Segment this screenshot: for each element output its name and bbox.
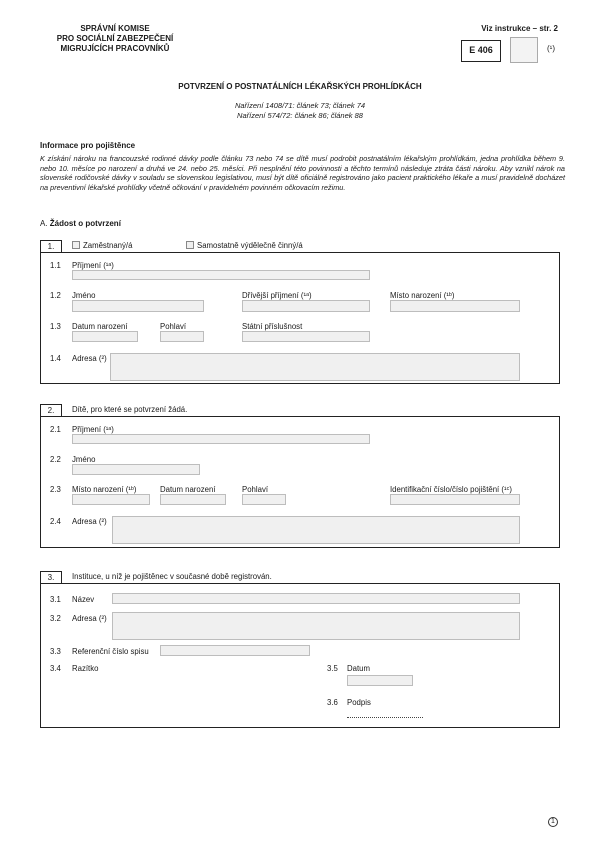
birthplace-field[interactable]	[390, 300, 520, 312]
info-heading: Informace pro pojištěnce	[40, 141, 136, 150]
section-3-title: Instituce, u níž je pojištěnec v současné době registrován.	[72, 572, 272, 581]
self-employed-checkbox[interactable]	[186, 241, 194, 249]
address-label: Adresa (²)	[72, 354, 107, 363]
field-number: 3.4	[50, 664, 61, 673]
name-label: Jméno	[72, 291, 96, 300]
child-surname-label: Příjmení (¹ᵃ)	[72, 425, 114, 434]
regulation-line: Nařízení 574/72: článek 86; článek 88	[237, 111, 363, 120]
field-number: 2.2	[50, 455, 61, 464]
section-3-number: 3.	[40, 571, 62, 583]
employed-checkbox[interactable]	[72, 241, 80, 249]
child-name-label: Jméno	[72, 455, 96, 464]
birthplace-label: Místo narození (¹ᵇ)	[390, 291, 455, 300]
child-name-field[interactable]	[72, 464, 200, 475]
child-birthplace-field[interactable]	[72, 494, 150, 505]
child-sex-field[interactable]	[242, 494, 286, 505]
child-dob-field[interactable]	[160, 494, 226, 505]
form-code: E 406	[461, 40, 501, 62]
field-number: 3.1	[50, 595, 61, 604]
former-surname-field[interactable]	[242, 300, 370, 312]
institution-name-label: Název	[72, 595, 95, 604]
stamp-label: Razítko	[72, 664, 99, 673]
field-number: 1.4	[50, 354, 61, 363]
field-number: 3.5	[327, 664, 338, 673]
organization-name: SPRÁVNÍ KOMISE PRO SOCIÁLNÍ ZABEZPEČENÍ MIGRUJÍCÍCH PRACOVNÍKŮ	[56, 24, 174, 53]
dob-label: Datum narození	[72, 322, 128, 331]
section-2-number: 2.	[40, 404, 62, 416]
child-address-field[interactable]	[112, 516, 520, 544]
self-employed-label: Samostatně výdělečně činný/á	[197, 241, 303, 250]
name-field[interactable]	[72, 300, 204, 312]
former-surname-label: Dřívější příjmení (¹ᵃ)	[242, 291, 312, 300]
surname-field[interactable]	[72, 270, 370, 280]
child-dob-label: Datum narození	[160, 485, 216, 494]
surname-label: Příjmení (¹ᵃ)	[72, 261, 114, 270]
nationality-label: Státní příslušnost	[242, 322, 303, 331]
section-2-title: Dítě, pro které se potvrzení žádá.	[72, 405, 188, 414]
field-number: 2.1	[50, 425, 61, 434]
child-address-label: Adresa (²)	[72, 517, 107, 526]
institution-address-label: Adresa (²)	[72, 614, 107, 623]
info-text: K získání nároku na francouzské rodinné dávky podle článku 73 nebo 74 se dítě musí podrobit postnatálním lékařským prohlídkám, jedna prohlídka během 9. nebo 10. měsíce po narození a druhá ve 24. nebo 25. měsíci. Při nesplnění této povinnosti a těchto termínů následuje ztráta části nároku. Aby vznikl nárok na slovenské rodičovské dávky v souladu se slovenskou legislativou, musí být dítě oficiálně registrováno jako pacient praktického lékaře a musí pravidelně docházet na preventivní lékařské prohlídky včetně očkování v pravidelném povinném očkovacím režimu.	[40, 154, 565, 192]
child-surname-field[interactable]	[72, 434, 370, 444]
instruction-reference: Viz instrukce – str. 2	[481, 24, 558, 33]
institution-name-field[interactable]	[112, 593, 520, 604]
child-sex-label: Pohlaví	[242, 485, 269, 494]
field-number: 1.2	[50, 291, 61, 300]
signature-label: Podpis	[347, 698, 371, 707]
child-id-field[interactable]	[390, 494, 520, 505]
field-number: 3.3	[50, 647, 61, 656]
date-field[interactable]	[347, 675, 413, 686]
field-number: 1.1	[50, 261, 61, 270]
field-number: 3.2	[50, 614, 61, 623]
page-number: 1	[548, 817, 558, 827]
field-number: 1.3	[50, 322, 61, 331]
sex-field[interactable]	[160, 331, 204, 342]
dob-field[interactable]	[72, 331, 138, 342]
address-field[interactable]	[110, 353, 520, 381]
sex-label: Pohlaví	[160, 322, 187, 331]
child-birthplace-label: Místo narození (¹ᵇ)	[72, 485, 137, 494]
country-code-box[interactable]	[510, 37, 538, 63]
field-number: 2.4	[50, 517, 61, 526]
section-a-heading: A. Žádost o potvrzení	[40, 219, 121, 228]
nationality-field[interactable]	[242, 331, 370, 342]
regulation-line: Nařízení 1408/71: článek 73; článek 74	[234, 101, 366, 110]
page-title: POTVRZENÍ O POSTNATÁLNÍCH LÉKAŘSKÝCH PROHLÍDKÁCH	[178, 82, 422, 91]
date-label: Datum	[347, 664, 370, 673]
signature-line[interactable]	[347, 712, 423, 718]
employed-label: Zaměstnaný/á	[83, 241, 133, 250]
note-reference: (¹)	[547, 44, 555, 53]
field-number: 3.6	[327, 698, 338, 707]
institution-address-field[interactable]	[112, 612, 520, 640]
file-reference-field[interactable]	[160, 645, 310, 656]
file-reference-label: Referenční číslo spisu	[72, 647, 149, 656]
section-1-number: 1.	[40, 240, 62, 252]
child-id-label: Identifikační číslo/číslo pojištění (¹ᶜ)	[390, 485, 512, 494]
field-number: 2.3	[50, 485, 61, 494]
